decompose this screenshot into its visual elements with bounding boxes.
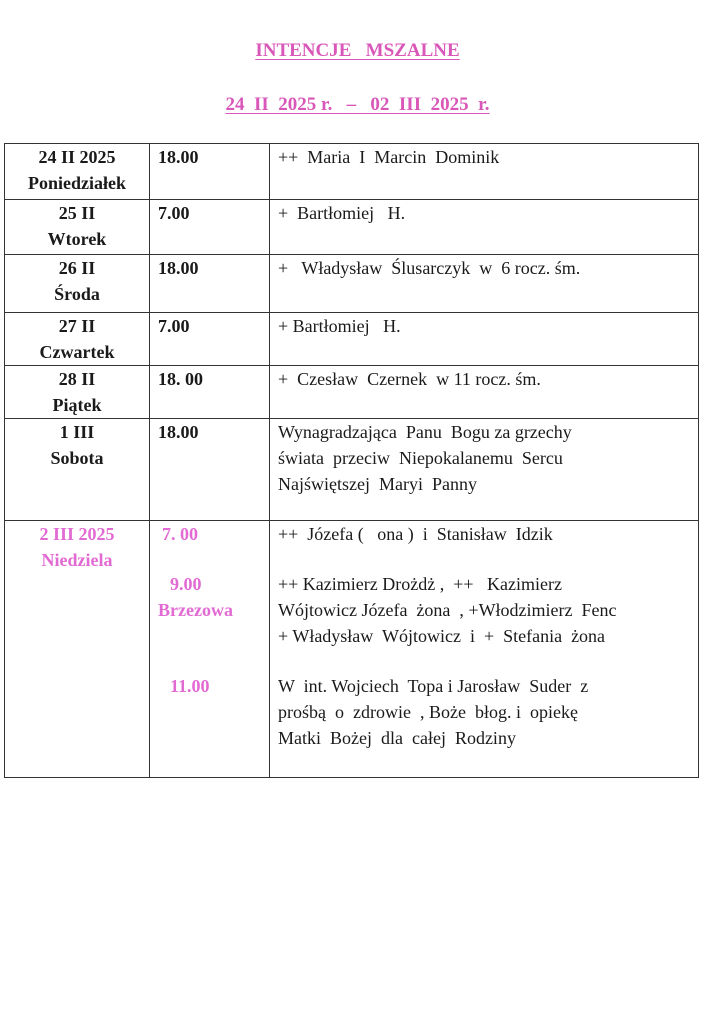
mass-time: 18.00 [158,258,199,278]
intention-text: + Czesław Czernek w 11 rocz. śm. [278,369,541,389]
time-cell [150,144,270,200]
intention-text: + Władysław Wójtowicz i + Stefania żona [278,626,606,646]
date-label: 24 II 2025 [38,147,116,167]
intention-cell [270,313,699,366]
intention-text: świata przeciw Niepokalanemu Sercu [278,448,563,468]
date-range: 24 II 2025 r. – 02 III 2025 r. [225,94,490,115]
intention-cell [270,200,699,255]
intention-cell [270,144,699,200]
intention-text: Wynagradzająca Panu Bogu za grzechy [278,422,572,442]
weekday-label: Poniedziałek [28,173,126,193]
mass-time: 18.00 [158,422,199,442]
table-row-sunday [5,521,699,778]
intention-text: ++ Józefa ( ona ) i Stanisław Idzik [278,524,553,544]
mass-time: 18.00 [158,147,199,167]
intention-text: Najświętszej Maryi Panny [278,474,477,494]
date-label: 27 II [58,316,96,336]
time-cell [150,521,270,778]
intention-cell [270,521,699,778]
weekday-label: Wtorek [47,229,107,249]
intention-text: ++ Maria I Marcin Dominik [278,147,500,167]
spacer [158,547,269,571]
intention-cell [270,255,699,313]
date-label: 1 III [59,422,95,442]
spacer [278,649,698,673]
intention-cell [270,366,699,419]
mass-time: 7. 00 [162,524,198,544]
time-cell [150,200,270,255]
intention-text: + Bartłomiej H. [278,316,401,336]
table-row [5,366,699,419]
weekday-label: Środa [54,284,100,304]
day-cell [5,366,150,419]
date-label: 2 III 2025 [39,524,115,544]
table-row [5,200,699,255]
time-cell [150,366,270,419]
table-row [5,144,699,200]
mass-time: 9.00 [170,574,202,594]
mass-time: 18. 00 [158,369,203,389]
weekday-label: Niedziela [41,550,113,570]
date-label: 28 II [58,369,96,389]
mass-place: Brzezowa [158,600,233,620]
intention-text: Matki Bożej dla całej Rodziny [278,728,516,748]
weekday-label: Piątek [52,395,102,415]
time-cell [150,255,270,313]
table-row [5,419,699,521]
day-cell [5,521,150,778]
intention-text: + Władysław Ślusarczyk w 6 rocz. śm. [278,258,581,278]
weekday-label: Czwartek [39,342,115,362]
time-cell [150,419,270,521]
intention-text: Wójtowicz Józefa żona , +Włodzimierz Fenc [278,600,617,620]
date-label: 25 II [58,203,96,223]
table-row [5,313,699,366]
day-cell [5,313,150,366]
weekday-label: Sobota [50,448,104,468]
day-cell [5,255,150,313]
date-label: 26 II [58,258,96,278]
spacer [158,623,269,673]
intention-text: + Bartłomiej H. [278,203,406,223]
table-row [5,255,699,313]
mass-time: 7.00 [158,316,190,336]
mass-intentions-table [4,143,699,778]
mass-time: 11.00 [170,676,210,696]
intention-text: W int. Wojciech Topa i Jarosław Suder z [278,676,589,696]
mass-time: 7.00 [158,203,190,223]
day-cell [5,144,150,200]
page-title: INTENCJE MSZALNE [255,40,460,61]
intention-text: ++ Kazimierz Drożdż , ++ Kazimierz [278,574,562,594]
day-cell [5,200,150,255]
time-cell [150,313,270,366]
intention-text: prośbą o zdrowie , Boże błog. i opiekę [278,702,578,722]
intention-cell [270,419,699,521]
day-cell [5,419,150,521]
spacer [278,547,698,571]
